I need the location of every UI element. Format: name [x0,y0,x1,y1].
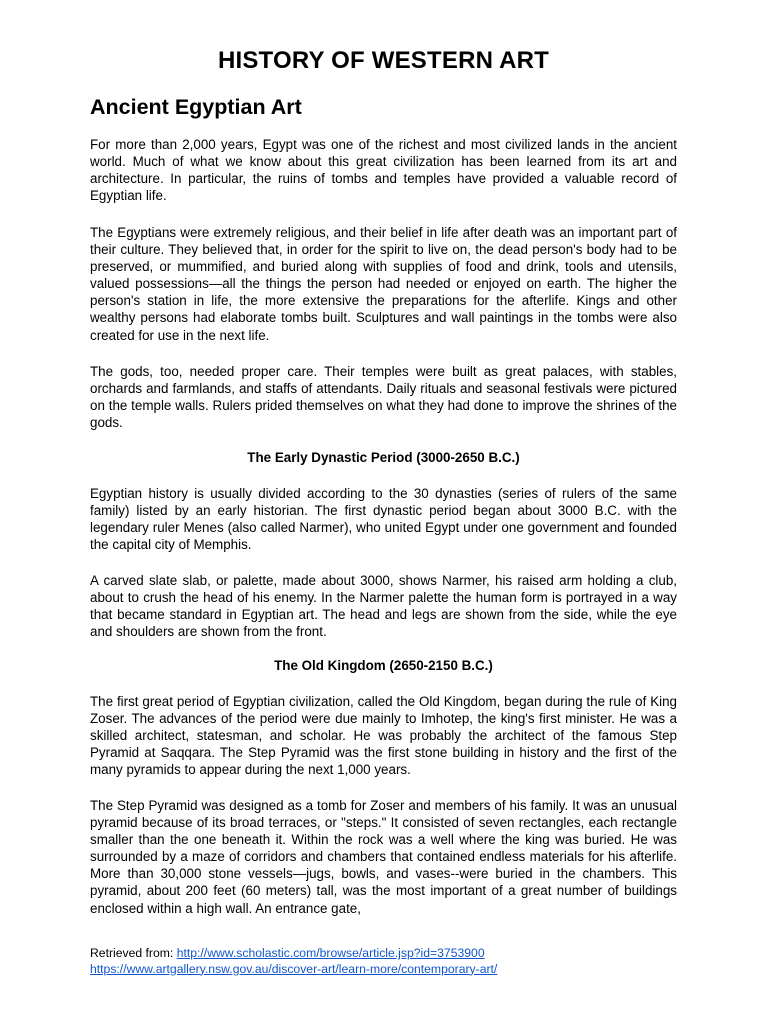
footer-sources [90,946,497,977]
paragraph-dynasties: Egyptian history is usually divided according to the 30 dynasties (series of rulers of the same family) listed by an early historian. The first dynastic period began about 3000 B.C. with the legendary ruler Menes (also called Narmer), who united Egypt under one government and founded the capital city of Memphis. [90,486,677,553]
subheading-old-kingdom: The Old Kingdom (2650-2150 B.C.) [274,658,493,673]
paragraph-old-kingdom: The first great period of Egyptian civilization, called the Old Kingdom, began during the rule of King Zoser. The advances of the period were due mainly to Imhotep, the king's first minister. He was a skilled architect, statesman, and scholar. He was probably the architect of the famous Step Pyramid at Saqqara. The Step Pyramid was the first stone building in history and the first of the many pyramids to appear during the next 1,000 years. [90,694,677,778]
paragraph-narmer: A carved slate slab, or palette, made about 3000, shows Narmer, his raised arm holding a club, about to crush the head of his enemy. In the Narmer palette the human form is portrayed in a way that became standard in Egyptian art. The head and legs are shown from the side, while the eye and shoulders are shown from the front. [90,573,677,640]
subheading-early-dynastic: The Early Dynastic Period (3000-2650 B.C.) [247,450,520,465]
document-page [90,44,677,916]
source-link-artgallery[interactable]: https://www.artgallery.nsw.gov.au/discover-art/learn-more/contemporary-art/ [90,961,498,976]
document-title: HISTORY OF WESTERN ART [217,47,550,74]
paragraph-gods: The gods, too, needed proper care. Their temples were built as great palaces, with stables, orchards and farmlands, and staffs of attendants. Daily rituals and seasonal festivals were pictured on the temple walls. Rulers prided themselves on what they had done to improve the shrines of the gods. [90,364,677,431]
retrieved-label: Retrieved from: [90,946,177,960]
paragraph-intro: For more than 2,000 years, Egypt was one of the richest and most civilized lands in the ancient world. Much of what we know about this great civilization has been learned from its art and architecture. In particular, the ruins of tombs and temples have provided a valuable record of Egyptian life. [90,137,677,204]
footer-line-2 [90,962,497,978]
source-link-scholastic[interactable]: http://www.scholastic.com/browse/article.jsp?id=3753900 [176,946,485,960]
section-heading: Ancient Egyptian Art [90,95,302,119]
paragraph-religion: The Egyptians were extremely religious, and their belief in life after death was an important part of their culture. They believed that, in order for the spirit to live on, the dead person's body had to be preserved, or mummified, and buried along with supplies of food and drink, tools and utensils, valued possessions—all the things the person had needed or enjoyed on earth. The higher the person's station in life, the more extensive the preparations for the afterlife. Kings and other wealthy persons had elaborate tombs built. Sculptures and wall paintings in the tombs were also created for use in the next life. [90,225,677,343]
paragraph-step-pyramid: The Step Pyramid was designed as a tomb for Zoser and members of his family. It was an unusual pyramid because of its broad terraces, or "steps." It consisted of seven rectangles, each rectangle smaller than the one beneath it. Within the rock was a well where the king was buried. He was surrounded by a maze of corridors and chambers that contained endless materials for his afterlife. More than 30,000 stone vessels—jugs, bowls, and vases--were buried in the chambers. This pyramid, about 200 feet (60 meters) tall, was the most important of a great number of buildings enclosed within a high wall. An entrance gate, [90,798,677,916]
footer-line-1 [90,946,497,962]
